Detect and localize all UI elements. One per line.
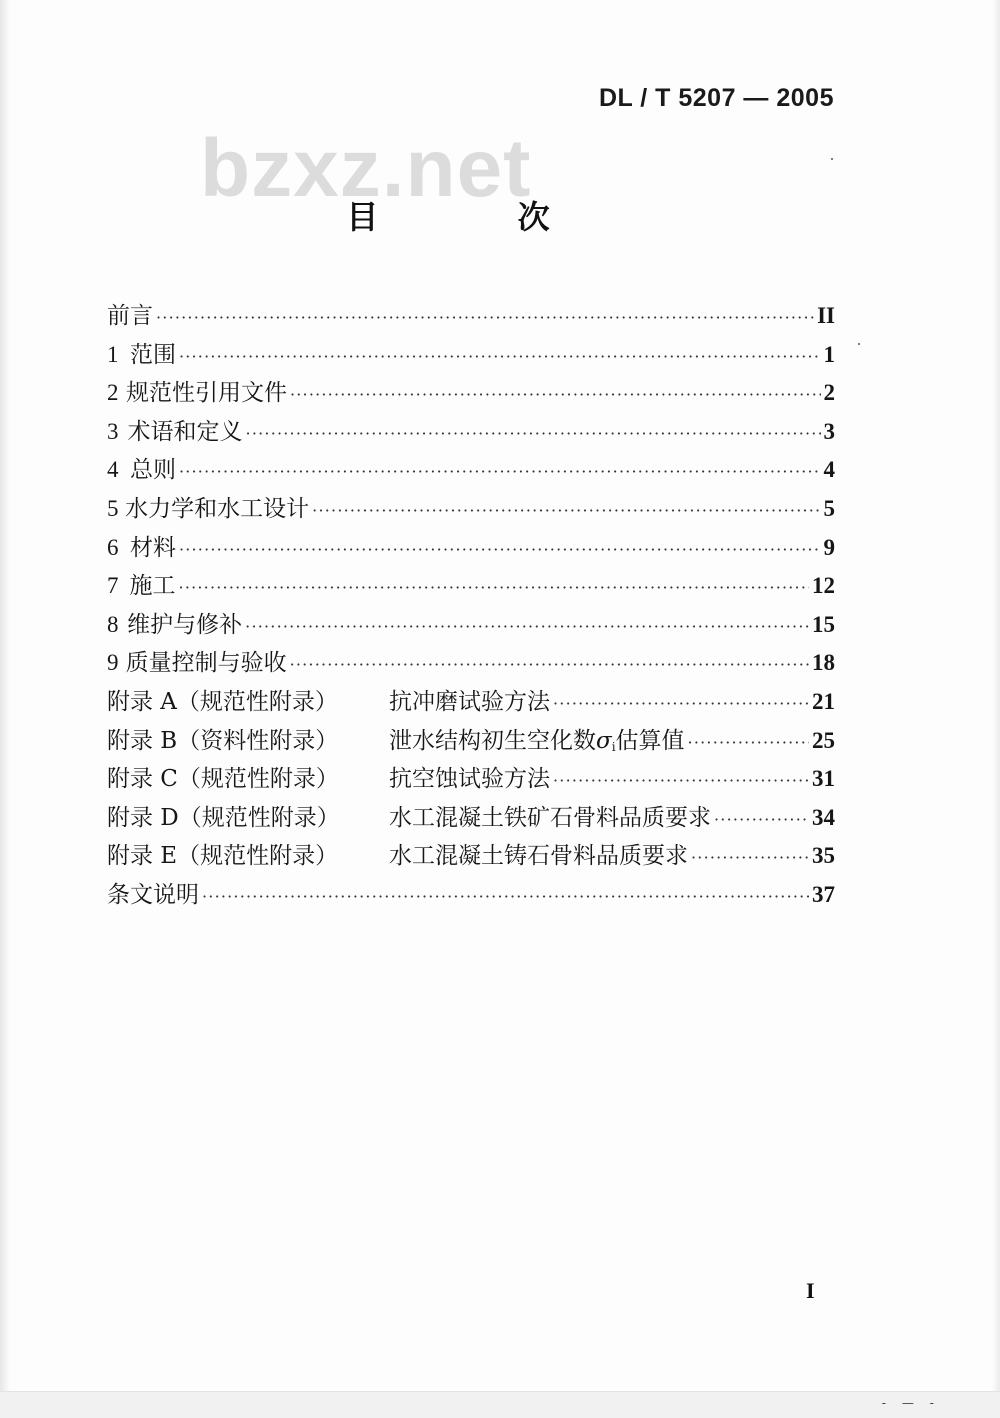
toc-entry-page: 3	[823, 418, 835, 444]
page-right-edge	[992, 0, 1000, 1418]
toc-entry-number: 6	[107, 534, 119, 560]
scan-speck	[858, 343, 860, 345]
dot-leader	[156, 299, 814, 338]
dot-leader	[179, 569, 809, 608]
appendix-heading: 附录 A（规范性附录）	[107, 688, 338, 715]
scan-marks: - — -	[881, 1396, 940, 1410]
dot-leader	[179, 531, 821, 570]
dot-leader	[246, 415, 821, 454]
toc-entry-label: 抗冲磨试验方法	[389, 688, 550, 715]
toc-entry-label: 质量控制与验收	[125, 650, 287, 677]
label-text: 估算值	[615, 727, 685, 754]
dot-leader	[714, 801, 809, 840]
toc-entry-label: 术语和定义	[127, 418, 243, 445]
dot-leader	[553, 762, 809, 801]
toc-entry-page: 31	[812, 766, 835, 792]
toc-entry-4[interactable]	[107, 451, 835, 490]
sigma-symbol: σ	[596, 727, 612, 754]
toc-entry-number: 7	[107, 573, 119, 599]
toc-entry-page: 15	[812, 611, 835, 637]
toc-entry-8[interactable]	[107, 606, 835, 645]
toc-entry-appendix-e[interactable]	[107, 837, 835, 876]
table-of-contents	[107, 297, 835, 915]
toc-entry-page: 25	[812, 727, 835, 753]
toc-entry-foreword[interactable]	[107, 297, 835, 336]
toc-entry-number: 2	[107, 380, 119, 406]
toc-entry-label: 范围	[129, 341, 176, 368]
dot-leader	[245, 608, 809, 647]
toc-entry-label: 条文说明	[107, 881, 199, 908]
toc-entry-number: 4	[107, 457, 119, 483]
subscript-i: i	[611, 739, 616, 754]
dot-leader	[179, 338, 821, 377]
toc-entry-page: 4	[823, 457, 835, 483]
toc-entry-page: 34	[812, 804, 835, 830]
toc-entry-number: 5	[107, 495, 119, 521]
label-text: 泄水结构初生空化数	[389, 727, 596, 754]
toc-entry-page: II	[817, 303, 835, 328]
toc-entry-9[interactable]	[107, 644, 835, 683]
scan-bottom-band	[0, 1391, 1000, 1418]
appendix-heading: 附录 B（资料性附录）	[107, 727, 339, 754]
toc-entry-page: 37	[812, 881, 835, 907]
toc-entry-number: 8	[107, 611, 119, 637]
toc-entry-label: 前言	[107, 303, 153, 329]
appendix-heading: 附录 E（规范性附录）	[107, 843, 339, 870]
dot-leader	[688, 724, 809, 763]
dot-leader	[691, 839, 809, 878]
toc-entry-label: 规范性引用文件	[125, 380, 287, 407]
toc-entry-label: 总则	[129, 457, 176, 484]
dot-leader	[202, 878, 809, 917]
appendix-heading: 附录 C（规范性附录）	[107, 766, 339, 793]
toc-entry-explanatory-notes[interactable]	[107, 876, 835, 915]
dot-leader	[290, 646, 809, 685]
toc-entry-label: 维护与修补	[127, 611, 243, 638]
toc-entry-page: 35	[812, 843, 835, 869]
dot-leader	[179, 453, 821, 492]
toc-entry-page: 21	[812, 688, 835, 714]
toc-entry-number: 1	[107, 341, 119, 367]
dot-leader	[553, 685, 809, 724]
page-folio: I	[806, 1278, 815, 1303]
toc-entry-label: 水力学和水工设计	[125, 495, 310, 522]
document-code: DL / T 5207 — 2005	[598, 84, 834, 112]
page-title: 目 次	[346, 198, 614, 236]
toc-entry-label: 材料	[129, 534, 176, 561]
dot-leader	[312, 492, 820, 531]
watermark: bzxz.net	[200, 123, 532, 214]
toc-entry-page: 5	[823, 495, 835, 521]
dot-leader	[290, 376, 821, 415]
toc-entry-number: 9	[107, 650, 119, 676]
toc-entry-7[interactable]	[107, 567, 835, 606]
toc-entry-page: 18	[812, 650, 835, 676]
appendix-heading: 附录 D（规范性附录）	[107, 804, 340, 831]
toc-entry-1[interactable]	[107, 336, 835, 375]
toc-entry-2[interactable]	[107, 374, 835, 413]
toc-entry-page: 12	[812, 573, 835, 599]
toc-entry-5[interactable]	[107, 490, 835, 529]
toc-entry-appendix-b[interactable]	[107, 722, 835, 761]
toc-entry-appendix-d[interactable]	[107, 799, 835, 838]
toc-entry-number: 3	[107, 418, 119, 444]
toc-entry-appendix-a[interactable]	[107, 683, 835, 722]
toc-entry-appendix-c[interactable]	[107, 760, 835, 799]
toc-entry-page: 2	[823, 380, 835, 406]
scan-speck	[831, 158, 833, 160]
toc-entry-3[interactable]	[107, 413, 835, 452]
toc-entry-label: 水工混凝土铁矿石骨料品质要求	[389, 804, 711, 831]
toc-entry-6[interactable]	[107, 529, 835, 568]
toc-entry-label: 施工	[129, 573, 176, 600]
toc-entry-page: 1	[823, 341, 835, 367]
toc-entry-label: 抗空蚀试验方法	[389, 766, 550, 793]
toc-entry-label: 水工混凝土铸石骨料品质要求	[389, 843, 688, 870]
toc-entry-page: 9	[823, 534, 835, 560]
